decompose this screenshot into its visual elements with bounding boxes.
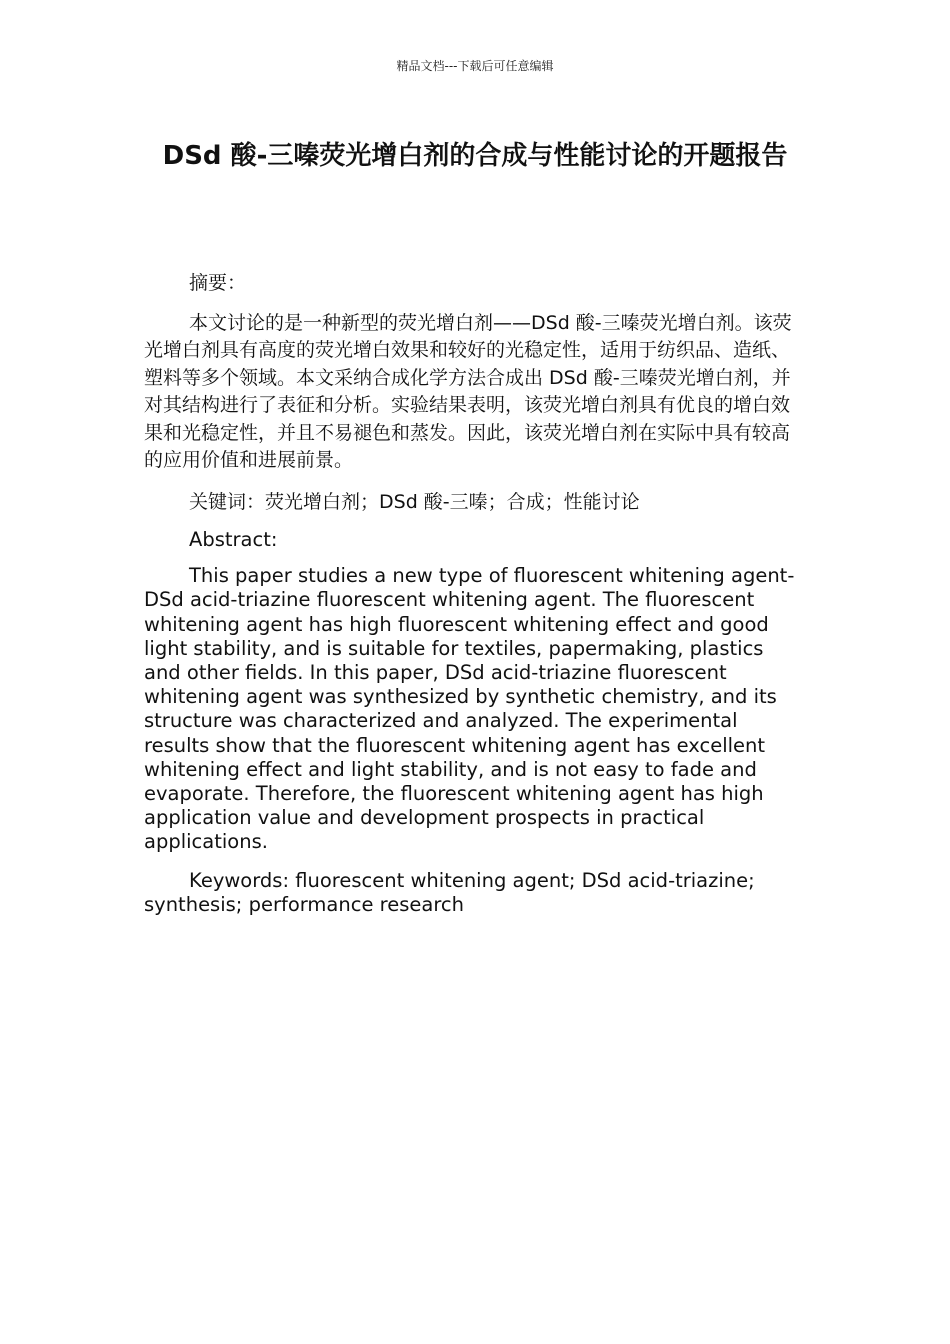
abstract-en-label: Abstract:	[189, 528, 278, 551]
header-note: 精品文档---下载后可任意编辑	[396, 59, 554, 73]
abstract-en-body: This paper studies a new type of fluorescent whitening agent-DSd acid-triazine fluorescent whitening agent. The fluorescent whitening agent has high fluorescent whitening effect and good light stability, and is suitable for textiles, papermaking, plastics and other fields. In this paper, DSd acid-triazine fluorescent whitening agent was synthesized by synthetic chemistry, and its structure was characterized and analyzed. The experimental results show that the fluorescent whitening agent has excellent whitening effect and light stability, and is not easy to fade and evaporate. Therefore, the fluorescent whitening agent has high application value and development prospects in practical applications.	[144, 564, 795, 854]
abstract-cn-body: 本文讨论的是一种新型的荧光增白剂——DSd 酸-三嗪荧光增白剂。该荧光增白剂具有高度的荧光增白效果和较好的光稳定性，适用于纺织品、造纸、塑料等多个领域。本文采纳合成化学方法合成出 DSd 酸-三嗪荧光增白剂，并对其结构进行了表征和分析。实验结果表明，该荧光增白剂具有优良的增白效果和光稳定性，并且不易褪色和蒸发。因此，该荧光增白剂在实际中具有较高的应用价值和进展前景。	[144, 311, 792, 471]
keywords-cn: 关键词：荧光增白剂；DSd 酸-三嗪；合成；性能讨论	[189, 490, 640, 513]
document-body	[144, 270, 806, 931]
keywords-en: Keywords: fluorescent whitening agent; DSd acid-triazine; synthesis; performance research	[144, 868, 755, 916]
abstract-cn-label: 摘要：	[189, 272, 247, 294]
document-title: DSd 酸-三嗪荧光增白剂的合成与性能讨论的开题报告	[162, 141, 788, 171]
